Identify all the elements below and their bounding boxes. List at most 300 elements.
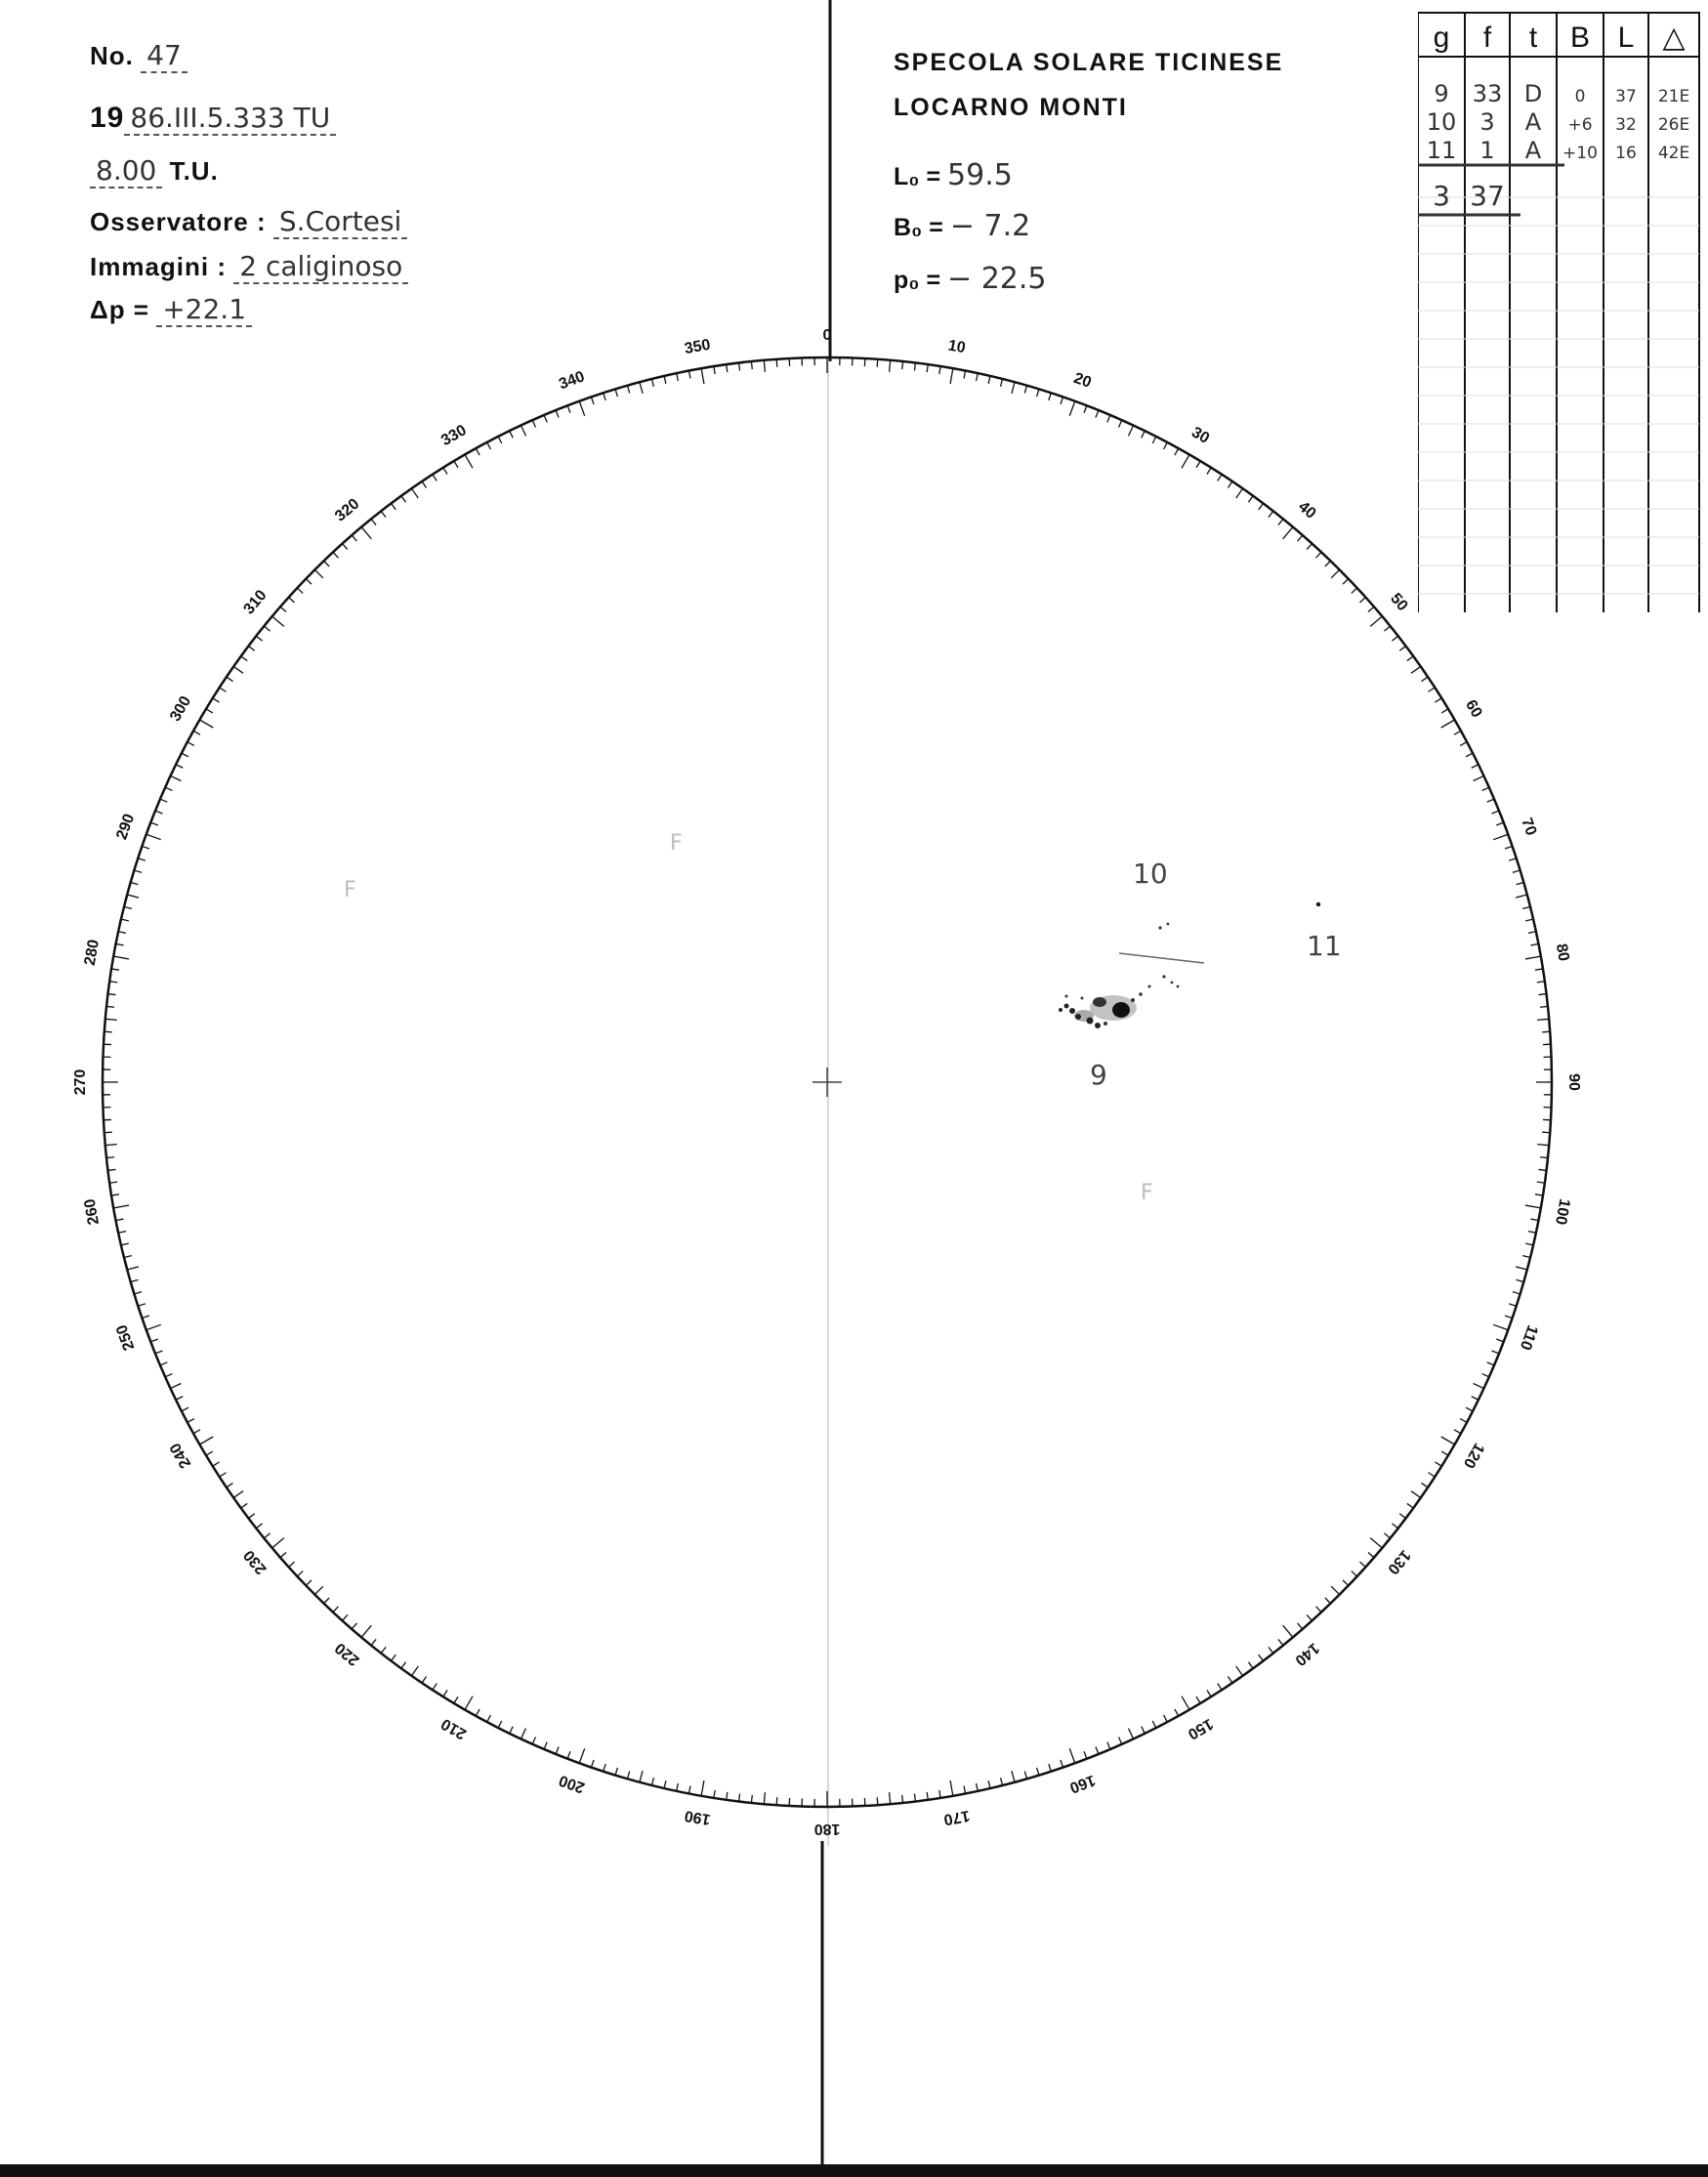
- degree-tick: [361, 1625, 371, 1637]
- degree-tick: [1505, 1316, 1513, 1319]
- degree-label: 20: [1071, 369, 1094, 392]
- degree-tick: [1228, 481, 1231, 488]
- degree-tick: [664, 376, 666, 384]
- degree-tick: [1359, 1562, 1365, 1567]
- degree-tick: [454, 461, 458, 468]
- table-header-cell: △: [1662, 21, 1686, 54]
- degree-tick: [227, 1483, 233, 1486]
- degree-tick: [1129, 1729, 1134, 1739]
- degree-label: 110: [1516, 1322, 1541, 1353]
- degree-label: 100: [1551, 1197, 1573, 1227]
- degree-tick: [118, 1232, 126, 1234]
- table-cells: [1427, 21, 1689, 212]
- degree-label: 290: [113, 812, 139, 843]
- degree-tick: [902, 361, 903, 369]
- degree-tick: [443, 1690, 447, 1696]
- degree-tick: [1283, 527, 1293, 539]
- degree-tick: [127, 1267, 139, 1270]
- degree-tick: [1024, 386, 1026, 394]
- degree-tick: [1001, 379, 1003, 387]
- degree-tick: [1441, 709, 1448, 713]
- degree-tick: [116, 943, 124, 945]
- degree-tick: [1466, 1407, 1473, 1411]
- degree-tick: [604, 1764, 605, 1772]
- degree-tick: [134, 870, 142, 872]
- bottom-border: [0, 2164, 1708, 2177]
- degree-tick: [1370, 1538, 1382, 1548]
- degree-label: 80: [1552, 942, 1572, 963]
- degree-tick: [343, 1614, 348, 1620]
- degree-tick: [176, 765, 183, 769]
- degree-tick: [615, 389, 617, 397]
- degree-tick: [160, 1362, 167, 1365]
- degree-tick: [764, 1792, 765, 1804]
- degree-tick: [109, 982, 117, 983]
- degree-tick: [171, 775, 182, 780]
- degree-tick: [138, 1304, 146, 1306]
- number-label: No.: [90, 41, 134, 70]
- degree-tick: [1460, 1419, 1467, 1423]
- degree-tick: [532, 420, 535, 427]
- degree-label: 270: [72, 1068, 90, 1096]
- degree-tick: [272, 616, 284, 626]
- degree-tick: [579, 401, 584, 416]
- degree-tick: [1540, 1006, 1548, 1007]
- degree-tick: [352, 535, 356, 541]
- number-value: 47: [141, 39, 187, 73]
- degree-tick: [127, 895, 139, 898]
- degree-label: 300: [167, 693, 195, 725]
- degree-tick: [1196, 1696, 1200, 1703]
- degree-tick: [324, 1598, 330, 1604]
- degree-tick: [1049, 1764, 1051, 1772]
- degree-tick: [1152, 437, 1156, 443]
- degree-tick: [213, 1462, 220, 1466]
- degree-tick: [314, 569, 322, 577]
- degree-tick: [1505, 846, 1513, 849]
- degree-tick: [1435, 698, 1441, 702]
- degree-label: 170: [942, 1806, 972, 1828]
- degree-tick: [314, 1586, 322, 1594]
- degree-tick: [1037, 1768, 1039, 1776]
- observatory-location: LOCARNO MONTI: [894, 94, 1128, 121]
- degree-label: 190: [683, 1806, 712, 1828]
- degree-tick: [604, 393, 605, 400]
- degree-tick: [233, 1491, 243, 1498]
- degree-tick: [333, 1607, 338, 1612]
- table-cell: 3: [1479, 108, 1495, 136]
- degree-tick: [401, 1662, 406, 1668]
- degree-tick: [739, 363, 740, 371]
- degree-tick: [113, 956, 129, 959]
- table-cell: A: [1524, 108, 1542, 136]
- observatory-title: SPECOLA SOLARE TICINESE: [894, 49, 1284, 76]
- degree-tick: [1441, 1451, 1448, 1455]
- degree-tick: [1182, 1696, 1189, 1710]
- degree-tick: [1517, 882, 1524, 884]
- degree-tick: [1142, 1727, 1146, 1734]
- degree-tick: [1307, 544, 1312, 550]
- degree-tick: [1207, 1690, 1211, 1696]
- degree-tick: [714, 366, 715, 374]
- degree-tick: [1474, 775, 1484, 780]
- degree-tick: [1037, 389, 1039, 397]
- degree-tick: [220, 688, 227, 691]
- degree-tick: [688, 371, 690, 379]
- degree-tick: [640, 1771, 643, 1782]
- degree-tick: [1407, 656, 1413, 661]
- degree-tick: [1535, 1194, 1543, 1195]
- degree-tick: [280, 1553, 286, 1558]
- degree-tick: [487, 442, 491, 449]
- degree-tick: [371, 519, 376, 524]
- degree-tick: [977, 373, 979, 381]
- degree-tick: [651, 379, 653, 387]
- degree-tick: [371, 1639, 376, 1645]
- degree-tick: [1493, 1324, 1508, 1329]
- degree-tick: [1024, 1772, 1026, 1779]
- degree-tick: [306, 1580, 312, 1586]
- degree-tick: [1352, 1571, 1357, 1576]
- degree-tick: [877, 359, 878, 367]
- table-header-cell: t: [1528, 21, 1538, 54]
- degree-tick: [333, 552, 338, 558]
- degree-tick: [677, 373, 679, 381]
- degree-tick: [714, 1790, 715, 1798]
- degree-tick: [1537, 982, 1545, 983]
- table-header-cell: B: [1569, 21, 1591, 54]
- degree-tick: [1248, 496, 1253, 502]
- degree-tick: [964, 1786, 966, 1794]
- degree-tick: [1537, 1019, 1549, 1020]
- sunspot-group-10: [1119, 923, 1204, 988]
- degree-tick: [433, 475, 437, 481]
- degree-label: 30: [1188, 424, 1213, 447]
- degree-tick: [1454, 1430, 1461, 1434]
- degree-tick: [124, 1256, 132, 1258]
- degree-tick: [1522, 906, 1530, 908]
- degree-tick: [498, 437, 502, 443]
- degree-tick: [289, 598, 295, 603]
- degree-tick: [627, 1772, 629, 1779]
- table-grid: [1418, 12, 1699, 612]
- degree-tick: [1069, 401, 1074, 416]
- degree-tick: [106, 1157, 114, 1158]
- degree-tick: [521, 1729, 525, 1739]
- degree-tick: [1460, 742, 1467, 746]
- degree-label: 320: [332, 495, 363, 525]
- degree-tick: [1539, 1169, 1547, 1170]
- degree-tick: [1399, 646, 1405, 650]
- degree-tick: [1359, 598, 1365, 603]
- degree-label: 50: [1387, 590, 1411, 615]
- degree-tick: [411, 1666, 418, 1676]
- degree-tick: [1493, 834, 1508, 839]
- degree-tick: [256, 1524, 262, 1528]
- degree-tick: [988, 1780, 990, 1788]
- degree-tick: [165, 787, 172, 790]
- facula-mark-right: F: [1141, 1181, 1153, 1205]
- degree-tick: [233, 666, 243, 673]
- degree-tick: [1537, 1145, 1549, 1146]
- degree-tick: [776, 359, 777, 367]
- degree-tick: [1278, 519, 1283, 524]
- degree-tick: [297, 588, 303, 593]
- degree-label: 260: [81, 1197, 104, 1227]
- degree-tick: [111, 969, 119, 970]
- table-cell: 10: [1426, 108, 1457, 136]
- degree-tick: [142, 846, 149, 849]
- degree-tick: [1107, 1742, 1110, 1749]
- degree-label: 230: [240, 1546, 271, 1577]
- degree-tick: [1164, 442, 1168, 449]
- degree-tick: [213, 698, 220, 702]
- degree-tick: [1119, 420, 1122, 427]
- time-suffix: T.U.: [169, 156, 219, 186]
- degree-tick: [113, 1205, 129, 1208]
- degree-tick: [902, 1795, 903, 1803]
- degree-tick: [1236, 488, 1243, 498]
- degree-tick: [1325, 1598, 1331, 1604]
- degree-tick: [1298, 1623, 1303, 1629]
- degree-tick: [381, 511, 386, 517]
- degree-tick: [1525, 1243, 1533, 1245]
- facula-mark-left: F: [344, 878, 356, 902]
- degree-tick: [272, 1538, 284, 1548]
- degree-tick: [1316, 552, 1321, 558]
- degree-tick: [1540, 1157, 1548, 1158]
- degree-tick: [391, 1654, 396, 1660]
- degree-tick: [510, 431, 514, 438]
- degree-tick: [1218, 475, 1222, 481]
- degree-tick: [1352, 588, 1357, 593]
- degree-tick: [106, 1006, 114, 1007]
- degree-tick: [1084, 1751, 1087, 1758]
- degree-tick: [1429, 688, 1436, 691]
- degree-tick: [1525, 956, 1541, 959]
- degree-tick: [890, 1792, 891, 1804]
- degree-tick: [914, 1794, 915, 1802]
- degree-tick: [1129, 426, 1134, 437]
- degree-tick: [556, 410, 559, 417]
- degree-tick: [664, 1780, 666, 1788]
- degree-tick: [1496, 822, 1503, 825]
- degree-tick: [1218, 1684, 1222, 1691]
- degree-tick: [1516, 1267, 1527, 1270]
- observer-label: Osservatore :: [90, 207, 267, 236]
- degree-label: 120: [1459, 1440, 1487, 1471]
- degree-tick: [1399, 1514, 1405, 1519]
- degree-tick: [171, 1384, 182, 1389]
- degree-label: 10: [946, 337, 967, 357]
- degree-tick: [1331, 1586, 1339, 1594]
- degree-tick: [1525, 919, 1533, 921]
- degree-label: 200: [557, 1771, 588, 1796]
- degree-tick: [487, 1715, 491, 1722]
- degree-tick: [751, 1795, 752, 1803]
- degree-tick: [343, 544, 348, 550]
- degree-tick: [108, 1169, 116, 1170]
- degree-tick: [361, 527, 371, 539]
- p0-value: − 22.5: [947, 262, 1047, 296]
- degree-tick: [116, 1219, 124, 1221]
- degree-tick: [206, 1451, 213, 1455]
- degree-tick: [727, 1792, 728, 1800]
- degree-tick: [187, 1419, 194, 1423]
- degree-tick: [227, 677, 233, 681]
- degree-tick: [134, 1292, 142, 1294]
- degree-tick: [105, 1019, 117, 1020]
- degree-tick: [1422, 1483, 1429, 1486]
- degree-tick: [1496, 1339, 1503, 1342]
- degree-tick: [627, 386, 629, 394]
- degree-tick: [264, 626, 270, 631]
- degree-tick: [950, 1780, 953, 1796]
- degree-tick: [1142, 431, 1146, 438]
- degree-tick: [1175, 448, 1179, 455]
- degree-tick: [1370, 616, 1382, 626]
- degree-tick: [567, 405, 570, 412]
- degree-tick: [155, 811, 162, 814]
- degree-tick: [1441, 720, 1455, 728]
- degree-label: 240: [167, 1440, 195, 1471]
- degree-tick: [964, 371, 966, 379]
- degree-label: 350: [683, 336, 712, 358]
- degree-tick: [138, 858, 146, 860]
- degree-tick: [1259, 503, 1264, 509]
- degree-tick: [1429, 1473, 1436, 1477]
- degree-tick: [1392, 1524, 1397, 1528]
- degree-tick: [927, 1792, 928, 1800]
- degree-tick: [591, 397, 594, 404]
- degree-tick: [241, 656, 247, 661]
- degree-tick: [1513, 1292, 1521, 1294]
- degree-tick: [776, 1797, 777, 1805]
- degree-label: 90: [1564, 1073, 1582, 1091]
- date-value: 86.III.5.333 TU: [124, 102, 336, 136]
- degree-tick: [1509, 1304, 1517, 1306]
- degree-tick: [1084, 405, 1087, 412]
- degree-label: 140: [1291, 1639, 1322, 1669]
- degree-label: 220: [332, 1639, 363, 1669]
- degree-label: 280: [81, 938, 104, 967]
- degree-tick: [433, 1684, 437, 1691]
- group-label-9: 9: [1090, 1059, 1107, 1091]
- degree-tick: [1269, 1647, 1273, 1653]
- degree-tick: [280, 607, 286, 611]
- degree-tick: [1487, 1362, 1494, 1365]
- degree-tick: [1061, 1760, 1063, 1768]
- table-cell: 0: [1574, 87, 1586, 106]
- degree-tick: [121, 919, 129, 921]
- degree-tick: [1164, 1715, 1168, 1722]
- table-cell: +6: [1567, 115, 1593, 135]
- degree-tick: [764, 360, 765, 372]
- degree-tick: [1152, 1721, 1156, 1728]
- degree-tick: [465, 454, 473, 468]
- table-cell: 32: [1615, 115, 1637, 135]
- delta-p-value: +22.1: [156, 293, 252, 327]
- group-label-11: 11: [1307, 930, 1342, 962]
- degree-tick: [914, 363, 915, 371]
- degree-tick: [248, 1514, 254, 1519]
- degree-tick: [1411, 666, 1421, 673]
- degree-tick: [1259, 1654, 1264, 1660]
- degree-tick: [1441, 1437, 1455, 1444]
- degree-tick: [193, 731, 200, 734]
- degree-tick: [1528, 932, 1536, 934]
- time-value: 8.00: [90, 154, 162, 188]
- degree-tick: [591, 1760, 594, 1768]
- degree-tick: [131, 1279, 139, 1281]
- degree-tick: [1283, 1625, 1293, 1637]
- table-cell: D: [1523, 80, 1543, 107]
- degree-tick: [454, 1696, 458, 1703]
- degree-tick: [193, 1430, 200, 1434]
- degree-tick: [1368, 607, 1374, 611]
- degree-tick: [1325, 561, 1331, 566]
- table-header-cell: f: [1482, 21, 1492, 54]
- degree-tick: [890, 360, 891, 372]
- degree-tick: [476, 448, 479, 455]
- degree-tick: [1531, 943, 1539, 945]
- degree-tick: [739, 1794, 740, 1802]
- degree-tick: [877, 1797, 878, 1805]
- degree-tick: [1278, 1639, 1283, 1645]
- degree-tick: [124, 906, 132, 908]
- degree-tick: [1407, 1503, 1413, 1508]
- degree-label: 130: [1384, 1546, 1414, 1577]
- p0-label: p₀ =: [894, 267, 941, 294]
- degree-tick: [1096, 410, 1099, 417]
- degree-tick: [176, 1397, 183, 1401]
- degree-tick: [1107, 415, 1110, 422]
- degree-tick: [1411, 1491, 1421, 1498]
- degree-tick: [651, 1778, 653, 1785]
- degree-label: 180: [813, 1820, 841, 1837]
- degree-tick: [1228, 1677, 1231, 1684]
- degree-tick: [1069, 1748, 1074, 1763]
- degree-tick: [1542, 1132, 1550, 1133]
- l0-value: 59.5: [947, 158, 1013, 192]
- b0-value: − 7.2: [949, 209, 1031, 243]
- degree-label: 210: [438, 1714, 470, 1742]
- degree-tick: [187, 742, 194, 746]
- degree-tick: [1516, 895, 1527, 898]
- degree-tick: [579, 1748, 584, 1763]
- degree-tick: [1531, 1219, 1539, 1221]
- table-cell: 37: [1615, 87, 1637, 106]
- degree-label: 40: [1294, 498, 1319, 523]
- degree-tick: [1517, 1279, 1524, 1281]
- degree-tick: [727, 364, 728, 372]
- table-cell: A: [1524, 137, 1542, 164]
- degree-tick: [1049, 393, 1051, 400]
- degree-label: 330: [438, 422, 470, 450]
- degree-tick: [352, 1623, 356, 1629]
- degree-tick: [1119, 1737, 1122, 1744]
- degree-tick: [1012, 1771, 1015, 1782]
- degree-tick: [939, 366, 940, 374]
- degree-tick: [939, 1790, 940, 1798]
- degree-tick: [988, 376, 990, 384]
- degree-tick: [498, 1721, 502, 1728]
- degree-tick: [422, 481, 426, 488]
- degree-tick: [1474, 1384, 1484, 1389]
- degree-tick: [1269, 511, 1273, 517]
- degree-tick: [146, 1324, 161, 1329]
- degree-tick: [677, 1783, 679, 1791]
